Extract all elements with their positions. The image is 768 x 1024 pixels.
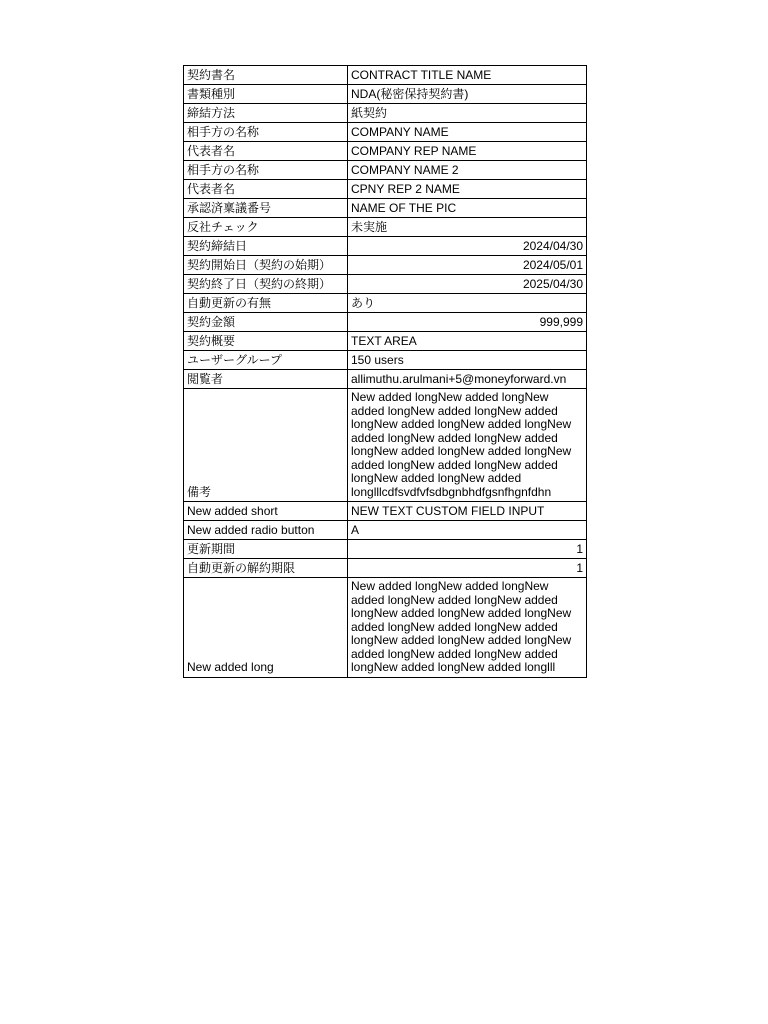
table-row-signing-date — [184, 237, 587, 256]
table-row-remarks — [184, 389, 587, 502]
row-value: NAME OF THE PIC — [348, 199, 587, 218]
contract-details-table — [183, 65, 587, 678]
row-value: 未実施 — [348, 218, 587, 237]
row-value: A — [348, 521, 587, 540]
row-value: TEXT AREA — [348, 332, 587, 351]
row-value: NDA(秘密保持契約書) — [348, 85, 587, 104]
row-value: 2024/04/30 — [348, 237, 587, 256]
row-label: 備考 — [184, 389, 348, 502]
row-label: New added radio button — [184, 521, 348, 540]
row-label: 代表者名 — [184, 142, 348, 161]
row-label: 更新期間 — [184, 540, 348, 559]
row-label: ユーザーグループ — [184, 351, 348, 370]
row-label: 契約終了日（契約の終期） — [184, 275, 348, 294]
row-value: あり — [348, 294, 587, 313]
contract-table-body — [184, 66, 587, 678]
row-value: COMPANY REP NAME — [348, 142, 587, 161]
table-row-document-type — [184, 85, 587, 104]
table-row-counterparty-name-2 — [184, 161, 587, 180]
table-row-representative-name — [184, 142, 587, 161]
row-value: CONTRACT TITLE NAME — [348, 66, 587, 85]
table-row-start-date — [184, 256, 587, 275]
row-value: 1 — [348, 559, 587, 578]
table-row-new-added-radio — [184, 521, 587, 540]
row-label: New added long — [184, 578, 348, 678]
contract-sheet — [183, 65, 586, 678]
table-row-contract-amount — [184, 313, 587, 332]
row-label: 契約書名 — [184, 66, 348, 85]
row-label: New added short — [184, 502, 348, 521]
table-row-representative-name-2 — [184, 180, 587, 199]
row-value: CPNY REP 2 NAME — [348, 180, 587, 199]
row-value: COMPANY NAME — [348, 123, 587, 142]
row-label: 契約締結日 — [184, 237, 348, 256]
row-label: 契約金額 — [184, 313, 348, 332]
row-label: 相手方の名称 — [184, 123, 348, 142]
row-label: 自動更新の解約期限 — [184, 559, 348, 578]
table-row-viewer — [184, 370, 587, 389]
table-row-contract-title — [184, 66, 587, 85]
row-value: 999,999 — [348, 313, 587, 332]
table-row-contract-summary — [184, 332, 587, 351]
row-value: New added longNew added longNew added longNew added longNew added longNew added longNew added longNew added longNew added longNew added longNew added longNew added longNew added longNew added longNew added longNew added longNew added longlllcdfsvdfvfsdbgnbhdfgsnfhgnfdhn — [348, 389, 587, 502]
table-row-signing-method — [184, 104, 587, 123]
table-row-counterparty-name — [184, 123, 587, 142]
row-label: 書類種別 — [184, 85, 348, 104]
table-row-cancellation-deadline — [184, 559, 587, 578]
row-value: NEW TEXT CUSTOM FIELD INPUT — [348, 502, 587, 521]
row-value: 2024/05/01 — [348, 256, 587, 275]
row-label: 承認済稟議番号 — [184, 199, 348, 218]
row-value: 150 users — [348, 351, 587, 370]
table-row-user-group — [184, 351, 587, 370]
row-label: 閲覧者 — [184, 370, 348, 389]
row-value: allimuthu.arulmani+5@moneyforward.vn — [348, 370, 587, 389]
row-label: 代表者名 — [184, 180, 348, 199]
table-row-auto-renewal — [184, 294, 587, 313]
table-row-approval-number — [184, 199, 587, 218]
row-value: 2025/04/30 — [348, 275, 587, 294]
table-row-new-added-short — [184, 502, 587, 521]
row-value: COMPANY NAME 2 — [348, 161, 587, 180]
table-row-end-date — [184, 275, 587, 294]
row-label: 締結方法 — [184, 104, 348, 123]
row-label: 契約概要 — [184, 332, 348, 351]
row-label: 反社チェック — [184, 218, 348, 237]
row-value: 紙契約 — [348, 104, 587, 123]
row-label: 契約開始日（契約の始期） — [184, 256, 348, 275]
table-row-new-added-long — [184, 578, 587, 678]
row-label: 相手方の名称 — [184, 161, 348, 180]
table-row-antisocial-check — [184, 218, 587, 237]
row-value: 1 — [348, 540, 587, 559]
row-label: 自動更新の有無 — [184, 294, 348, 313]
row-value: New added longNew added longNew added longNew added longNew added longNew added longNew added longNew added longNew added longNew added longNew added longNew added longNew added longNew added longNew added longNew added longNew added longlll — [348, 578, 587, 678]
table-row-renewal-period — [184, 540, 587, 559]
